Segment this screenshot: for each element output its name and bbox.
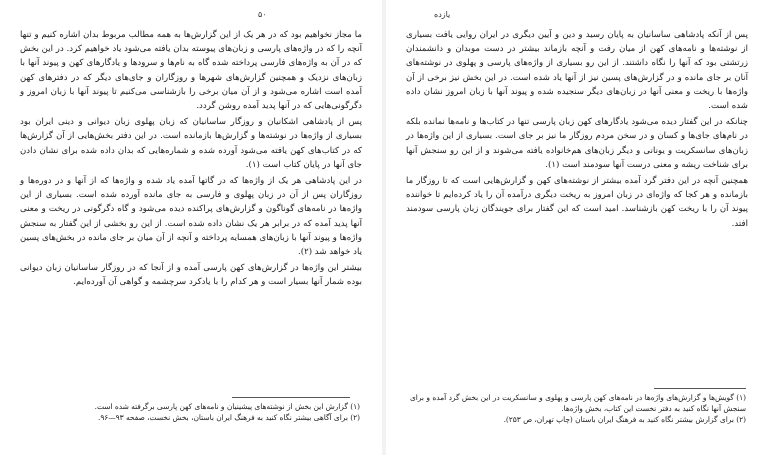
left-footnote-2: (۲) برای آگاهی بیشتر نگاه کنید به فرهنگ ایران باستان، بخش نخست، صفحه ۹۳—۹۶. [97,413,360,423]
page-number: ۵۰ [258,10,267,19]
right-page [386,0,768,455]
footnote-divider [232,397,350,398]
right-page-body [406,28,748,231]
left-paragraph-2: پس از پادشاهی اشکانیان و روزگار ساسانیان که زبان پهلوی زبان دیوانی و دینی ایران بود بسیاری از واژه‌ها در نوشته‌ها و گزارش‌ها بازمانده است. در این دفتر بخش‌هایی از آن گزارش‌ها که در کتاب‌های کهن یافته می‌شود آورده شده و شماره‌هایی که بدان داده شده برای نشان دادن جای آنها در پایان کتاب است (۱). [20,117,362,170]
left-page-body [20,28,362,290]
left-paragraph-1: ما مجاز نخواهیم بود که در هر یک از این گزارش‌ها به همه مطالب مربوط بدان اشاره کنیم و تنها آنچه را که در واژه‌های پارسی و زبان‌های پیوسته بدان یافته می‌شود یاد خواهیم کرد. در این بخش که در آن به واژه‌های فارسی پرداخته شده گاه به نام‌ها و سرودها و یادگارهای کهن و پیوند آنها با زبان‌های نزدیک و همچنین گزارش‌های شهرها و روزگاران و جای‌های دیگر که در دفترهای کهن آمده است اشاره می‌شود و از آن میان برخی را بازشناسی می‌کنیم تا پیوند آنها با زبان امروز و دگرگونی‌هایی که در آنها پدید آمده روشن گردد. [20,30,362,112]
left-paragraph-4: بیشتر این واژه‌ها در گزارش‌های کهن پارسی آمده و از آنجا که در روزگار ساسانیان زبان دیوانی بوده شمار آنها بسیار است و هر کدام را با یادکرد سرچشمه و گواهی آن آورده‌ایم. [20,263,362,288]
left-paragraph-3: در این پادشاهی هر یک از واژه‌ها که در گاتها آمده یاد شده و واژه‌ها که از آنها و در دوره‌ها و روزگاران پس از آن در زبان پهلوی و فارسی به جای مانده آورده شده است. بسیاری از این واژه‌ها در نامه‌های گوناگون و گزارش‌های پراکنده دیده می‌شود و گاه دگرگونی در ریخت و معنی آنها پدید آمده که در برابر هر یک نشان داده شده است. از این رو بخشی از این گفتار به سنجش واژه‌ها و پیوند آنها با زبان‌های همسایه پرداخته و آنچه از آن میان بر جای مانده در بخش‌های پسین یاد خواهد شد (۲). [20,176,362,258]
footnote-divider [654,388,746,389]
right-paragraph-1: پس از آنکه پادشاهی ساسانیان به پایان رسید و دین و آیین دیگری در ایران روایی یافت بسیاری از نوشته‌ها و نامه‌های کهن از میان رفت و آنچه بازماند بیشتر در دست موبدان و دانشمندان زرتشتی بود که آنها را نگاه داشتند. از این رو بسیاری از واژه‌های پارسی و پهلوی در نوشته‌های آنان بر جای مانده و در گزارش‌های پسین نیز از آنها یاد شده است. در این بخش نیز برخی از آن واژه‌ها با ریخت و معنی آنها در زبان‌های دیگر سنجیده شده و پیوند آنها با زبان امروز نشان داده شده است. [406,30,748,112]
page-header-title: یازده [434,10,451,19]
left-footnote-1: (۱) گزارش این بخش از نوشته‌های پیشینیان و نامه‌های کهن پارسی برگرفته شده است. [94,402,360,411]
right-footnote-2: (۲) برای گزارش بیشتر نگاه کنید به فرهنگ ایران باستان (چاپ تهران، ص ۲۵۳). [503,415,746,425]
right-paragraph-3: همچنین آنچه در این دفتر گرد آمده بیشتر از نوشته‌های کهن و گزارش‌هایی است که تا روزگار ما بازمانده و هر کجا که واژه‌ای در زبان امروز به ریخت دیگری درآمده آن را یاد کرده‌ایم تا خواننده پیوند آن را با ریخت کهن بازشناسد. امید است که این گفتار برای جویندگان زبان پارسی سودمند افتد. [406,176,748,229]
right-footnote-1: (۱) گویش‌ها و گزارش‌های واژه‌ها در نامه‌های کهن پارسی و پهلوی و سانسکریت در این بخش گرد آمده و برای سنجش آنها نگاه کنید به دفتر نخست این کتاب، بخش واژه‌ها. [410,393,746,414]
left-page [0,0,382,455]
left-footnotes [24,401,360,423]
right-footnotes [410,392,746,426]
right-paragraph-2: چنانکه در این گفتار دیده می‌شود یادگارهای کهن زبان پارسی تنها در کتاب‌ها و نامه‌ها نمانده بلکه در نام‌های جای‌ها و کسان و در سخن مردم روزگار ما نیز بر جای است. بسیاری از این واژه‌ها در زبان‌های سانسکریت و یونانی و دیگر زبان‌های هم‌خانواده یافته می‌شوند و از این رو سنجش آنها برای شناخت ریشه و معنی درست آنها سودمند است (۱). [406,117,748,170]
